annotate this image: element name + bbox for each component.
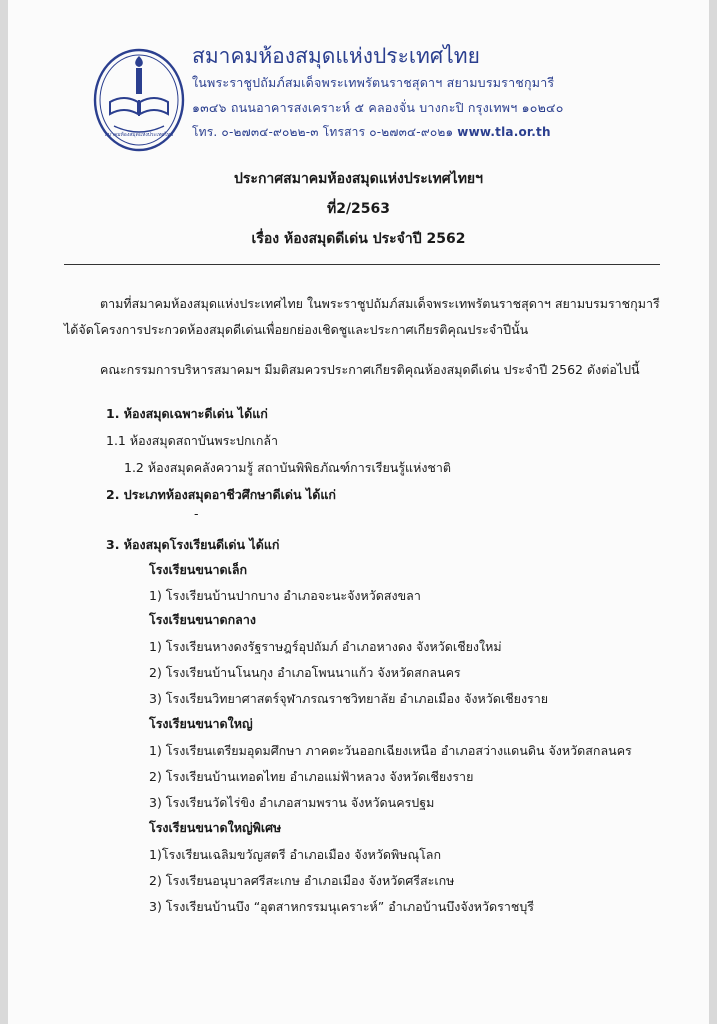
list-item: 2) โรงเรียนบ้านโนนกุง อำเภอโพนนาแก้ว จังหวัดสกลนคร <box>149 665 461 680</box>
list-item: 2) โรงเรียนบ้านเทอดไทย อำเภอแม่ฟ้าหลวง จังหวัดเชียงราย <box>149 769 474 784</box>
list-item: 1)โรงเรียนเฉลิมขวัญสตรี อำเภอเมือง จังหวัดพิษณุโลก <box>149 847 442 862</box>
divider <box>64 264 660 265</box>
org-patronage: ในพระราชูปถัมภ์สมเด็จพระเทพรัตนราชสุดาฯ สยามบรมราชกุมารี <box>192 75 555 90</box>
list-item: 3) โรงเรียนวิทยาศาสตร์จุฬาภรณราชวิทยาลัย อำเภอเมือง จังหวัดเชียงราย <box>149 691 549 706</box>
announcement-subject: เรื่อง ห้องสมุดดีเด่น ประจำปี 2562 <box>251 231 466 247</box>
list-item: 1.1 ห้องสมุดสถาบันพระปกเกล้า <box>106 433 279 448</box>
list-item: 1) โรงเรียนหางดงรัฐราษฎร์อุปถัมภ์ อำเภอหางดง จังหวัดเชียงใหม่ <box>149 639 502 654</box>
subsection-heading: โรงเรียนขนาดใหญ่พิเศษ <box>149 820 282 835</box>
org-contact <box>192 123 551 142</box>
subsection-heading: โรงเรียนขนาดเล็ก <box>149 562 248 577</box>
list-item: 1) โรงเรียนเตรียมอุดมศึกษา ภาคตะวันออกเฉียงเหนือ อำเภอสว่างแดนดิน จังหวัดสกลนคร <box>149 743 632 758</box>
list-item: 3) โรงเรียนวัดไร่ขิง อำเภอสามพราน จังหวัดนครปฐม <box>149 795 435 810</box>
library-association-logo <box>92 48 186 152</box>
intro-line-2: ได้จัดโครงการประกวดห้องสมุดดีเด่นเพื่อยกย่องเชิดชูและประกาศเกียรติคุณประจำปีนั้น <box>64 322 529 337</box>
announcement-title: ประกาศสมาคมห้องสมุดแห่งประเทศไทยฯ <box>234 171 483 187</box>
org-website: www.tla.or.th <box>457 125 551 139</box>
org-name: สมาคมห้องสมุดแห่งประเทศไทย <box>192 44 480 68</box>
section-heading: 3. ห้องสมุดโรงเรียนดีเด่น ได้แก่ <box>106 537 280 552</box>
empty-dash: - <box>194 506 199 521</box>
logo-caption: สมาคมห้องสมุดแห่งประเทศไทย <box>104 132 174 138</box>
list-item: 1) โรงเรียนบ้านปากบาง อำเภอจะนะจังหวัดสงขลา <box>149 588 421 603</box>
org-phone: โทร. ๐-๒๗๓๔-๙๐๒๒-๓ โทรสาร ๐-๒๗๓๔-๙๐๒๑ <box>192 125 454 139</box>
org-address: ๑๓๔๖ ถนนอาคารสงเคราะห์ ๕ คลองจั่น บางกะปิ กรุงเทพฯ ๑๐๒๔๐ <box>192 100 564 115</box>
section-heading: 1. ห้องสมุดเฉพาะดีเด่น ได้แก่ <box>106 406 268 421</box>
announcement-number: ที่2/2563 <box>326 201 391 217</box>
intro-line-1: ตามที่สมาคมห้องสมุดแห่งประเทศไทย ในพระราชูปถัมภ์สมเด็จพระเทพรัตนราชสุดาฯ สยามบรมราชกุมารี <box>100 296 660 311</box>
subsection-heading: โรงเรียนขนาดใหญ่ <box>149 716 253 731</box>
subsection-heading: โรงเรียนขนาดกลาง <box>149 612 256 627</box>
document-page <box>8 0 709 1024</box>
list-item: 1.2 ห้องสมุดคลังความรู้ สถาบันพิพิธภัณฑ์การเรียนรู้แห่งชาติ <box>124 460 452 475</box>
list-item: 2) โรงเรียนอนุบาลศรีสะเกษ อำเภอเมือง จังหวัดศรีสะเกษ <box>149 873 455 888</box>
list-item: 3) โรงเรียนบ้านบึง “อุตสาหกรรมนุเคราะห์” อำเภอบ้านบึงจังหวัดราชบุรี <box>149 899 534 914</box>
resolution-line: คณะกรรมการบริหารสมาคมฯ มีมติสมควรประกาศเกียรติคุณห้องสมุดดีเด่น ประจำปี 2562 ดังต่อไปนี้ <box>100 362 640 377</box>
section-heading: 2. ประเภทห้องสมุดอาชีวศึกษาดีเด่น ได้แก่ <box>106 487 336 502</box>
